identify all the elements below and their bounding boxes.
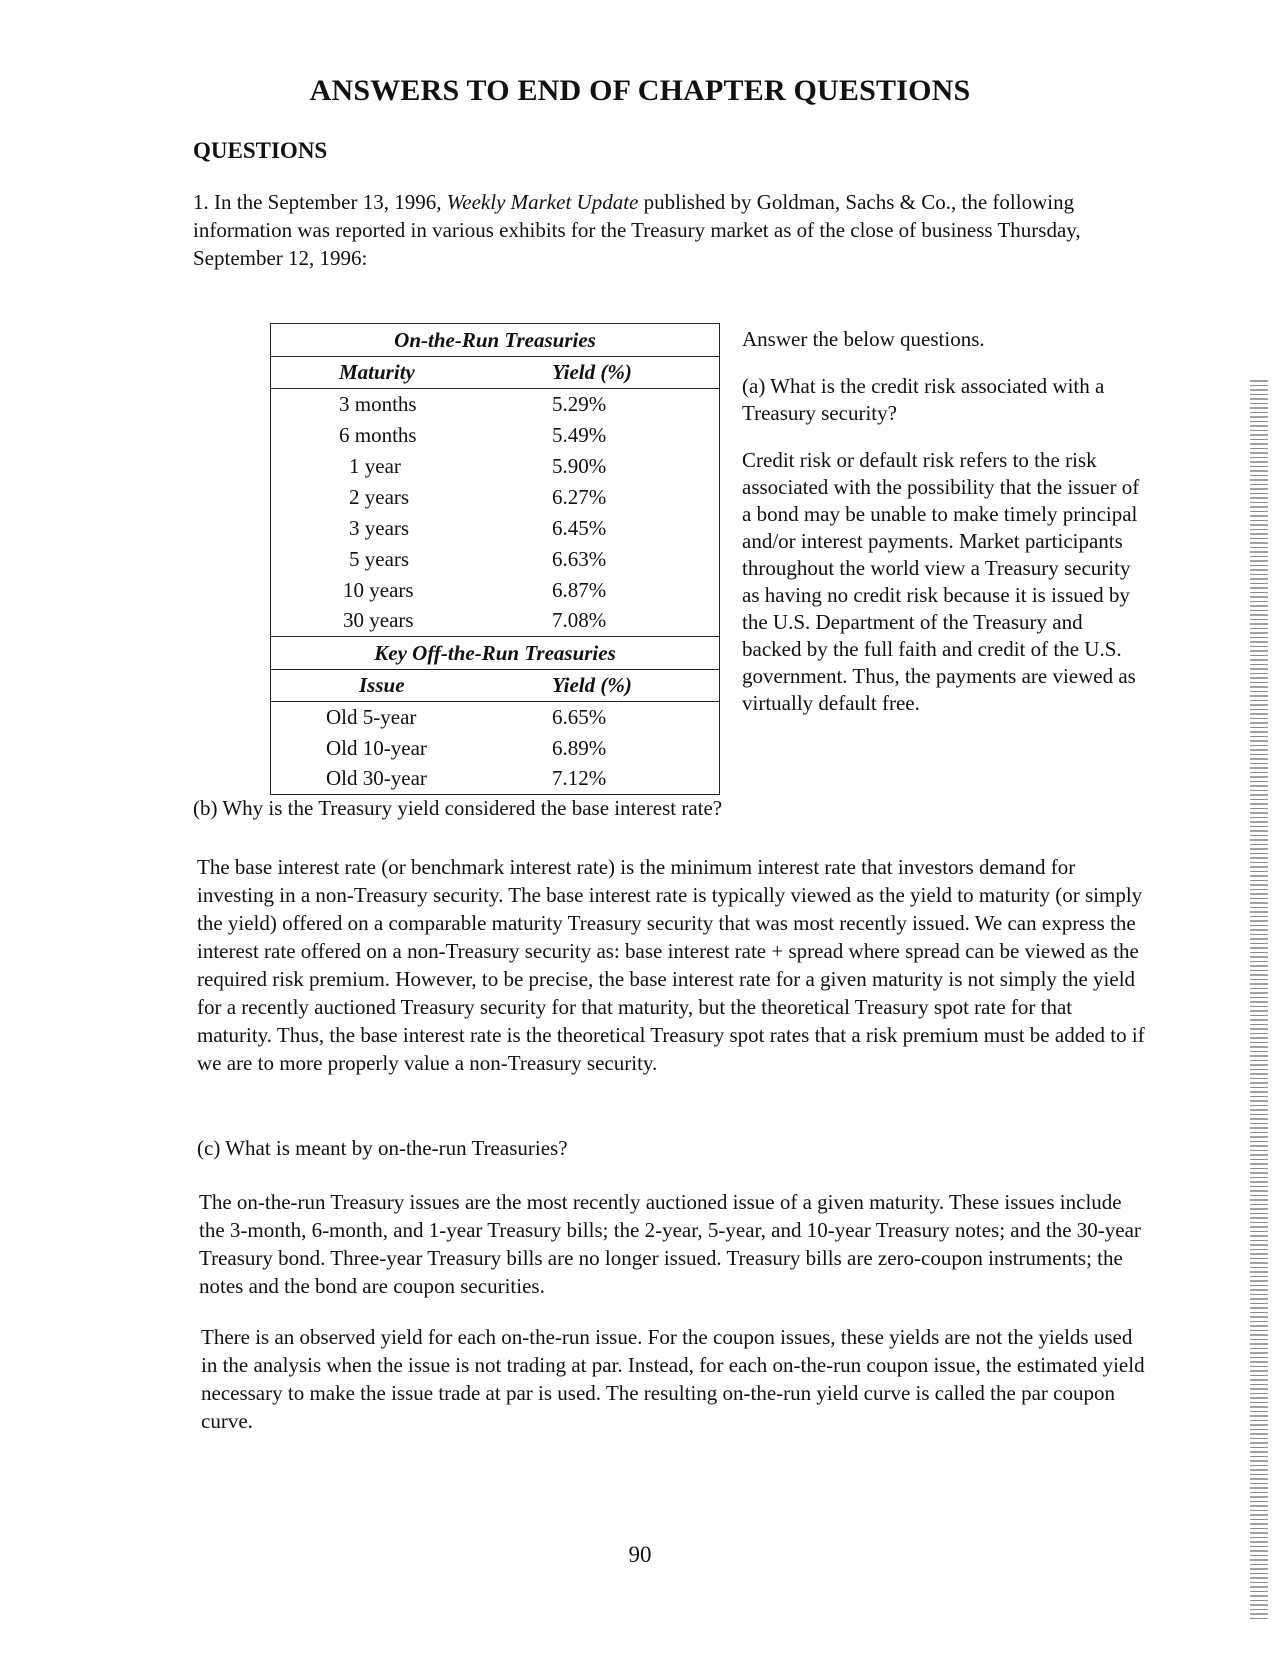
- treasury-yield-table: [270, 323, 720, 795]
- answer-b: The base interest rate (or benchmark interest rate) is the minimum interest rate that investors demand for investing in a non-Treasury security. The base interest rate is typically viewed as the yield to maturity (or simply the yield) offered on a comparable maturity Treasury security that was most recently issued. We can express the interest rate offered on a non-Treasury security as: base interest rate + spread where spread can be viewed as the required risk premium. However, to be precise, the base interest rate for a given maturity is not simply the yield for a recently auctioned Treasury security for that maturity, but the theoretical Treasury spot rate for that maturity. Thus, the base interest rate is the theoretical Treasury spot rates that a risk premium must be added to if we are to more properly value a non-Treasury security.: [197, 855, 1145, 1075]
- table-cell: 5.49%: [551, 422, 607, 447]
- table-cell: 3 months: [339, 391, 417, 416]
- question-c: (c) What is meant by on-the-run Treasuries?: [197, 1136, 568, 1160]
- off-the-run-caption: Key Off-the-Run Treasuries: [271, 637, 720, 670]
- yield-header: Yield (%): [530, 357, 720, 389]
- table-cell: 5.29%: [551, 391, 607, 416]
- table-cell: Old 5-year: [326, 704, 417, 729]
- table-row: [271, 606, 720, 637]
- issue-header: Issue: [271, 670, 530, 702]
- table-cell: 6.87%: [551, 577, 607, 602]
- table-cell: 6.63%: [551, 546, 607, 571]
- answer-intro: Answer the below questions.: [742, 327, 985, 351]
- table-cell: 5 years: [349, 546, 410, 571]
- table-cell: 6.65%: [551, 704, 607, 729]
- table-cell: 6 months: [339, 422, 417, 447]
- table-cell: 7.12%: [551, 766, 607, 791]
- table-row: [271, 389, 720, 420]
- answer-column: [742, 326, 1147, 737]
- answer-a: Credit risk or default risk refers to the risk associated with the possibility that the issuer of a bond may be unable to make timely principal and/or interest payments. Market participants throughout the world view a Treasury security as having no credit risk because it is issued by the U.S. Department of the Treasury and backed by the full faith and credit of the U.S. government. Thus, the payments are viewed as virtually default free.: [742, 448, 1140, 715]
- table-cell: 30 years: [343, 608, 414, 633]
- table-cell: 10 years: [343, 577, 414, 602]
- table-cell: 6.45%: [551, 515, 607, 540]
- question-b: (b) Why is the Treasury yield considered the base interest rate?: [193, 796, 723, 820]
- page-title: ANSWERS TO END OF CHAPTER QUESTIONS: [309, 74, 971, 107]
- page-number: 90: [628, 1542, 652, 1567]
- scan-edge-artifact: [1250, 380, 1268, 1620]
- table-row: [271, 451, 720, 482]
- question-a: (a) What is the credit risk associated with a Treasury security?: [742, 374, 1105, 425]
- table-row: [271, 764, 720, 795]
- publication-title: Weekly Market Update: [446, 190, 639, 214]
- table-cell: 6.89%: [551, 735, 607, 760]
- table-cell: 3 years: [349, 515, 410, 540]
- table-row: [271, 513, 720, 544]
- table-cell: 7.08%: [551, 608, 607, 633]
- maturity-header: Maturity: [271, 357, 530, 389]
- table-cell: 2 years: [349, 484, 410, 509]
- table-row: [271, 420, 720, 451]
- table-row: [271, 733, 720, 764]
- table-row: [271, 702, 720, 733]
- table-cell: 1 year: [349, 453, 401, 478]
- table-cell: 6.27%: [551, 484, 607, 509]
- table-cell: 5.90%: [551, 453, 607, 478]
- table-row: [271, 482, 720, 513]
- yield-header-off-the-run: Yield (%): [530, 670, 720, 702]
- section-heading: QUESTIONS: [193, 138, 328, 163]
- table-cell: Old 10-year: [326, 735, 427, 760]
- table-cell: Old 30-year: [326, 766, 427, 791]
- table-row: [271, 575, 720, 606]
- on-the-run-caption: On-the-Run Treasuries: [271, 324, 720, 357]
- table-row: [271, 544, 720, 575]
- answer-c-paragraph-2: There is an observed yield for each on-the-run issue. For the coupon issues, these yields are not the yields used in the analysis when the issue is not trading at par. Instead, for each on-the-run coupon issue, the estimated yield necessary to make the issue trade at par is used. The resulting on-the-run yield curve is called the par coupon curve.: [201, 1325, 1145, 1433]
- answer-c-paragraph-1: The on-the-run Treasury issues are the most recently auctioned issue of a given maturity. These issues include the 3-month, 6-month, and 1-year Treasury bills; the 2-year, 5-year, and 10-year Treasury notes; and the 30-year Treasury bond. Three-year Treasury bills are no longer issued. Treasury bills are zero-coupon instruments; the notes and the bond are coupon securities.: [199, 1190, 1141, 1298]
- question-1: [193, 188, 1153, 272]
- question-1-rest: published by Goldman, Sachs & Co., the following information was reported in various exhibits for the Treasury market as of the close of business Thursday, September 12, 1996:: [193, 190, 1081, 270]
- question-1-lead: 1. In the September 13, 1996,: [193, 190, 447, 214]
